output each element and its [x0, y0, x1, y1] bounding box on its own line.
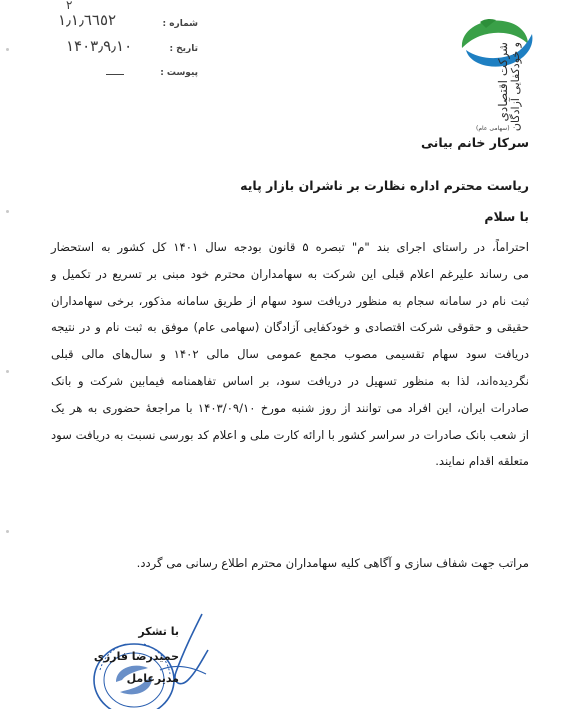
letter-date-label: تاریخ : — [169, 44, 198, 54]
body-line: دریافت سود سهام تقسیمی مصوب مجمع عمومی سال مالی ۱۴۰۲ و سال‌های مالی قبلی — [51, 347, 529, 362]
letter-number-value: ۱٫۱٫٦٦٥٢ — [58, 11, 117, 29]
letter-meta — [58, 0, 198, 84]
attachment-dash — [106, 74, 124, 75]
margin-dot — [6, 48, 9, 51]
greeting-line: با سلام — [484, 209, 529, 224]
recipient-line: ریاست محترم اداره نظارت بر ناشران بازار پایه — [240, 178, 529, 193]
closing-line: مراتب جهت شفاف سازی و آگاهی کلیه سهامداران محترم اطلاع رسانی می گردد. — [136, 556, 529, 570]
signatory-title: مدیرعامل — [126, 672, 179, 685]
attachment-label: پیوست : — [160, 68, 198, 78]
body-line: احتراماً، در راستای اجرای بند "م" تبصره ۵ قانون بودجه سال ۱۴۰۱ کل کشور به استحضار — [51, 240, 529, 254]
margin-dot — [6, 210, 9, 213]
body-line: حقیقی و حقوقی شرکت اقتصادی و خودکفایی آزادگان (سهامی عام) موفق به ثبت نام و در نتیجه — [51, 320, 529, 335]
company-name-line2: و خودکفایی آزادگان — [509, 42, 522, 132]
letter-number-label: شماره : — [162, 19, 198, 29]
number-top-mark: ٢ — [66, 0, 73, 12]
body-line: صادرات ایران، این افراد می توانند از روز شنبه مورخ ۱۴۰۳/۰۹/۱۰ با مراجعهٔ حضوری به هر یک — [51, 400, 529, 415]
letter-body — [51, 234, 529, 475]
margin-dot — [6, 370, 9, 373]
body-line: ثبت نام در سامانه سجام به منظور دریافت سود سهام از طریق سامانه مذکور، برخی سهامداران — [51, 293, 529, 308]
body-line: نگردیده‌اند، لذا به منظور تسهیل در دریافت سود، بر اساس تفاهمنامه فیمابین شرکت و بانک — [51, 373, 529, 388]
body-line: از شعب بانک صادرات در سراسر کشور با ارائه کارت ملی و اعلام کد بورسی نسبت به دریافت سود — [51, 427, 529, 442]
closing-paragraph — [51, 550, 529, 577]
letter-date-value: ۱۴٠٣٫٩٫١٠ — [66, 37, 133, 55]
company-type: (سهامی عام) — [476, 125, 510, 132]
body-line: متعلقه اقدام نمایند. — [435, 454, 529, 469]
company-name — [496, 42, 558, 132]
attention-line: سرکار خانم بیانی — [421, 135, 529, 150]
margin-dot — [6, 530, 9, 533]
body-line: می رساند علیرغم اعلام قبلی این شرکت به سهامداران محترم خود مبنی بر تسریع در تکمیل و — [51, 266, 529, 281]
signatory-name: حمیدرضا فارزی — [93, 650, 179, 663]
signature-thanks: با تشکر — [138, 625, 179, 638]
company-name-line1: شرکت اقتصادی — [496, 42, 510, 122]
